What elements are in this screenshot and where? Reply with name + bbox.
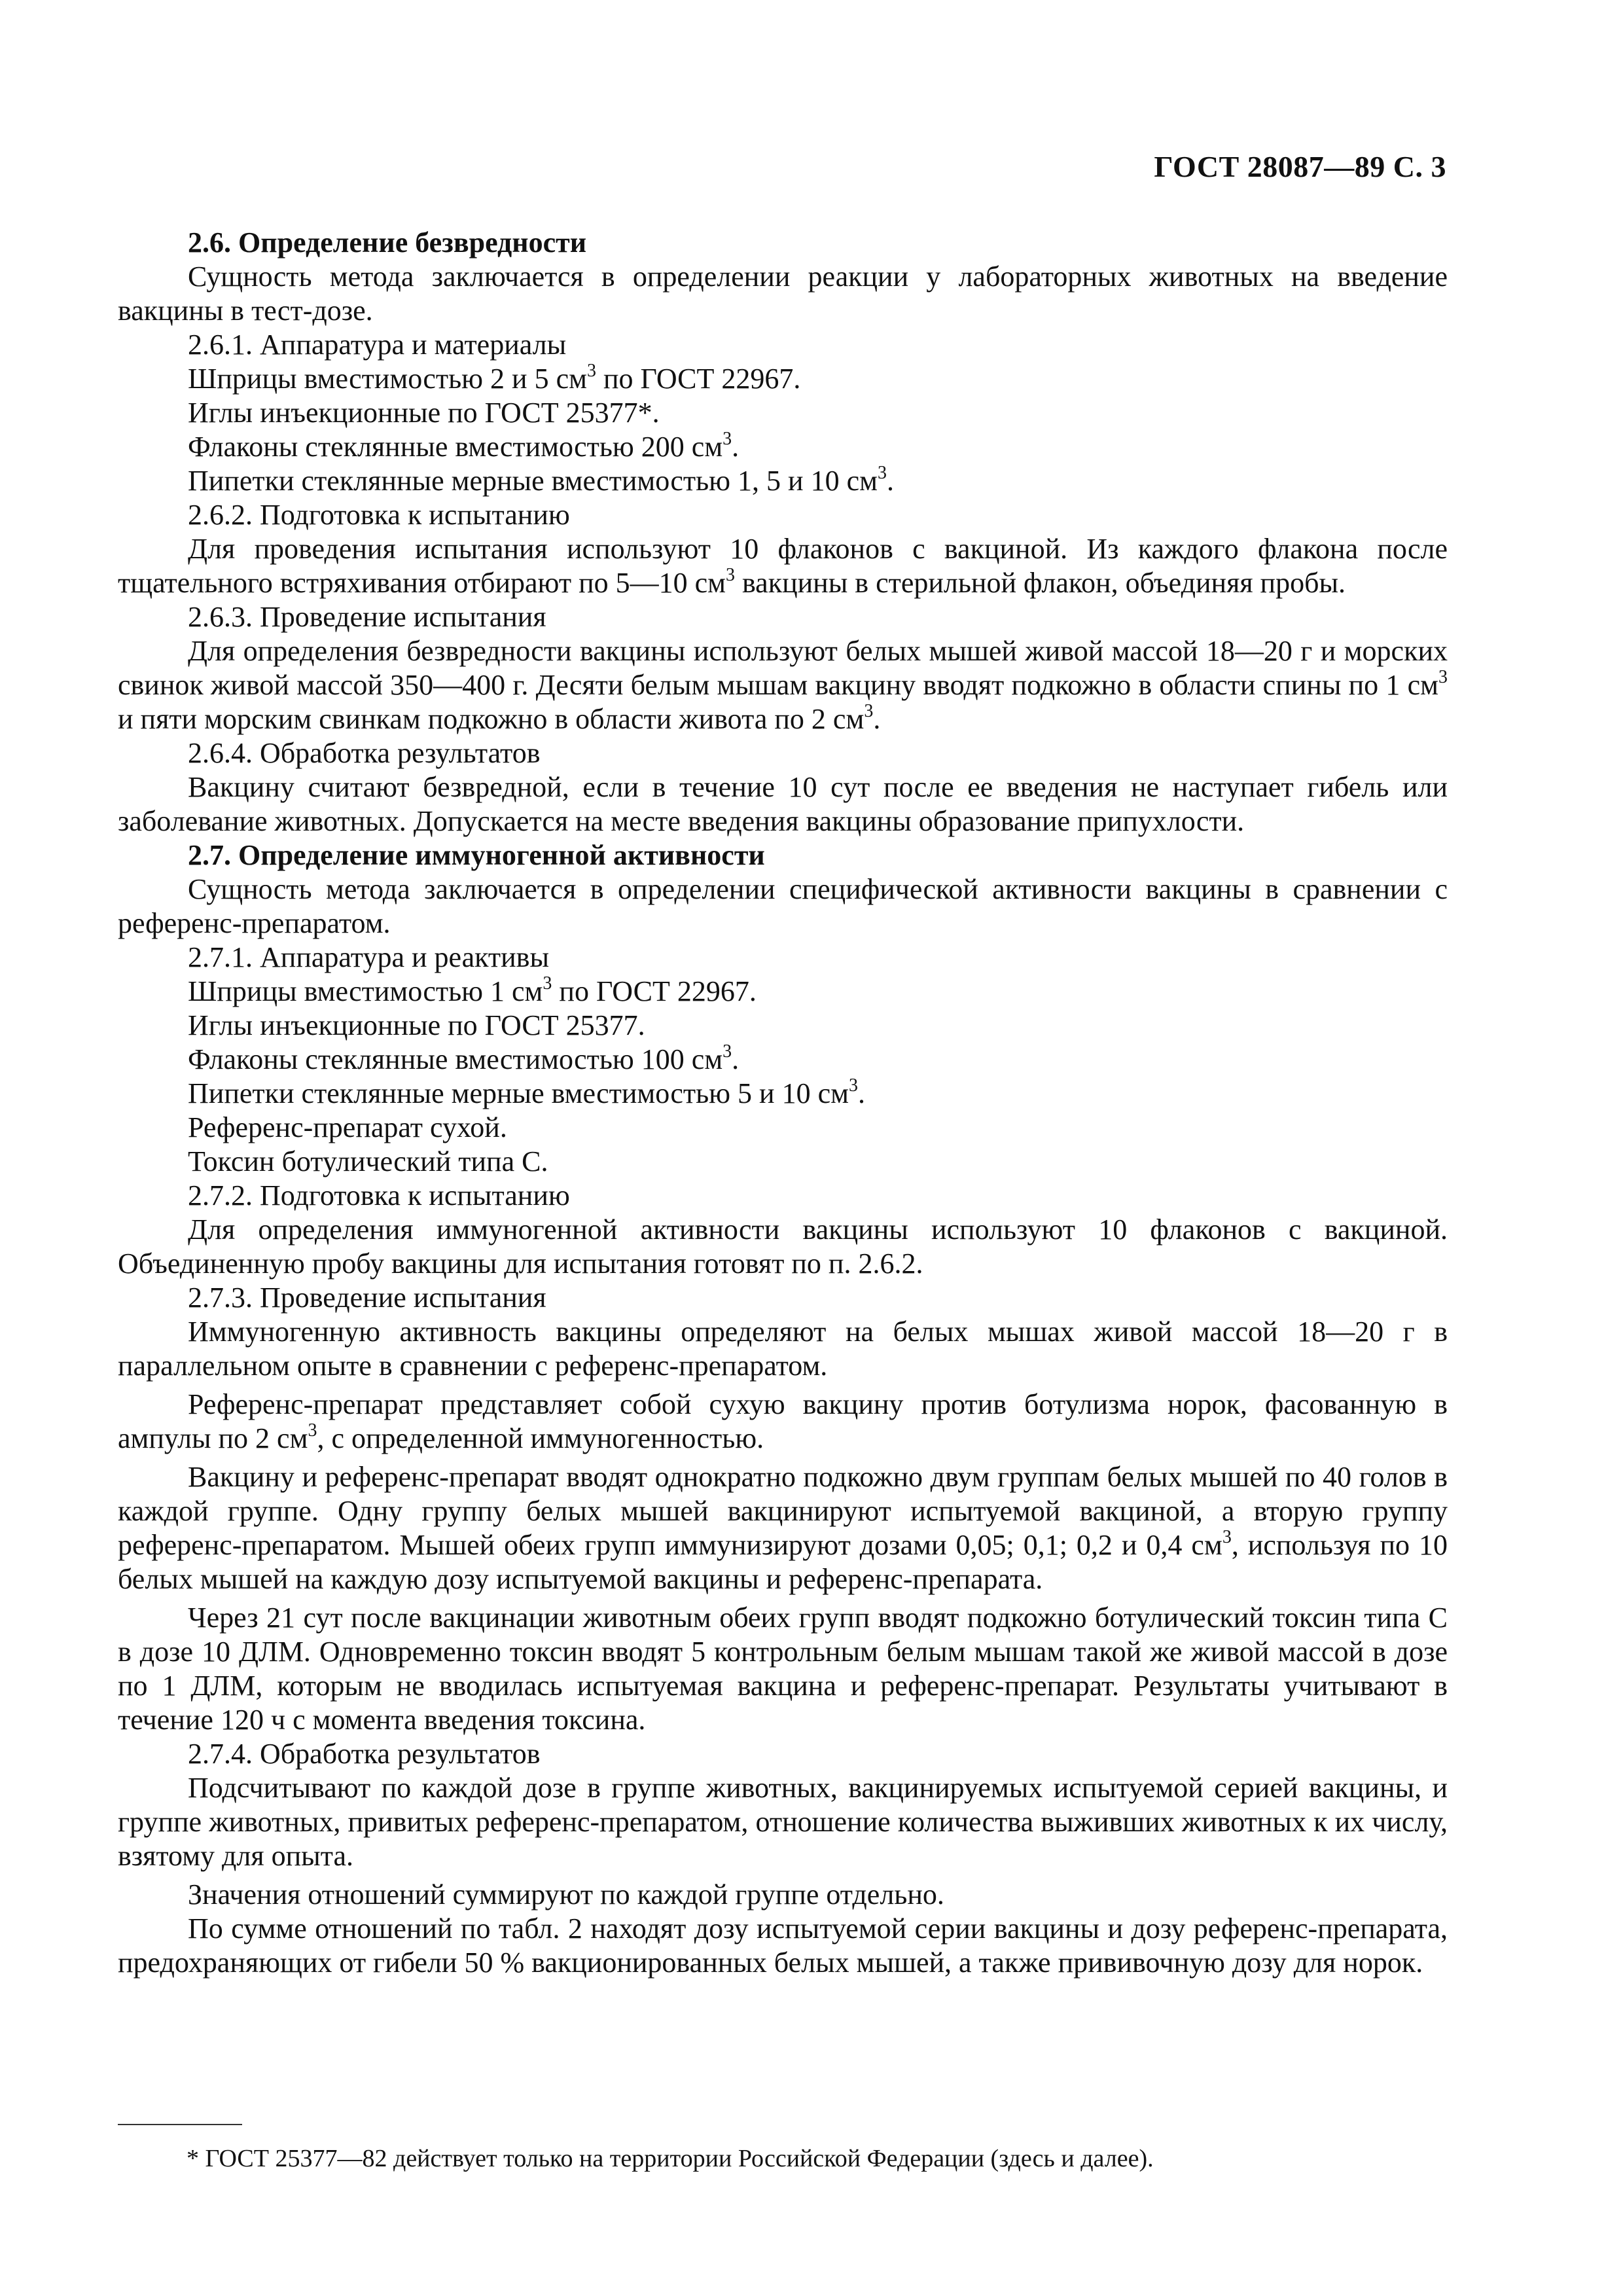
paragraph: Для проведения испытания используют 10 флаконов с вакциной. Из каждого флакона после тщательного встряхивания отбирают по 5—10 $см^3$ вакцины в стерильной флакон, объединяя пробы. xyxy=(118,533,1448,599)
paragraph: Через 21 сут после вакцинации животным обеих групп вводят подкожно ботулический токсин типа С в дозе 10 ДЛМ. Одновременно токсин вводят 5 контрольным белым мышам такой же живой массой в дозе по 1 ДЛМ, которым не вводилась испытуемая вакцина и референс-препарат. Результаты учитывают в течение 120 ч с момента введения токсина. xyxy=(118,1602,1448,1736)
paragraph: Для определения иммуногенной активности вакцины используют 10 флаконов с вакциной. Объединенную пробу вакцины для испытания готовят по п. 2.6.2. xyxy=(118,1213,1448,1280)
page-header-standard-code: ГОСТ 28087—89 С. 3 xyxy=(1154,150,1446,183)
paragraph: Флаконы стеклянные вместимостью 100 $см^3$. xyxy=(188,1041,740,1075)
paragraph: Референс-препарат сухой. xyxy=(188,1111,507,1143)
paragraph: Иглы инъекционные по ГОСТ 25377*. xyxy=(188,397,660,429)
paragraph: Вакцину считают безвредной, если в течение 10 сут после ее введения не наступает гибель или заболевание животных. Допускается на месте введения вакцины образование припухлости. xyxy=(118,771,1448,837)
paragraph: 2.6.2. Подготовка к испытанию xyxy=(188,499,570,531)
paragraph: Для определения безвредности вакцины используют белых мышей живой массой 18—20 г и морских свинок живой массой 350—400 г. Десяти белым мышам вакцину вводят подкожно в области спины по 1 $см^3$ и пяти морским свинкам подкожно в области живота по 2 $см^3$. xyxy=(118,635,1448,735)
paragraph: 2.6.3. Проведение испытания xyxy=(188,601,546,633)
paragraph: Шприцы вместимостью 1 $см^3$ по ГОСТ 22967. xyxy=(188,973,757,1007)
paragraph: 2.7.2. Подготовка к испытанию xyxy=(188,1179,570,1211)
paragraph: Подсчитывают по каждой дозе в группе животных, вакцинируемых испытуемой серией вакцины, и группе животных, привитых референс-препаратом, отношение количества выживших животных к их числу, взятому для опыта. xyxy=(118,1772,1448,1872)
paragraph: Шприцы вместимостью 2 и 5 $см^3$ по ГОСТ 22967. xyxy=(188,361,801,395)
paragraph: Сущность метода заключается в определении реакции у лабораторных животных на введение вакцины в тест-дозе. xyxy=(118,260,1448,327)
footnote-divider xyxy=(118,2124,242,2125)
paragraph: Иммуногенную активность вакцины определяют на белых мышах живой массой 18—20 г в параллельном опыте в сравнении с референс-препаратом. xyxy=(118,1316,1448,1382)
section-heading: 2.7. Определение иммуногенной активности xyxy=(188,839,765,871)
paragraph: Пипетки стеклянные мерные вместимостью 1, 5 и 10 $см^3$. xyxy=(188,463,894,497)
paragraph: По сумме отношений по табл. 2 находят дозу испытуемой серии вакцины и дозу референс-препарата, предохраняющих от гибели 50 % вакционированных белых мышей, а также прививочную дозу для норок. xyxy=(118,1912,1448,1979)
footnote: * ГОСТ 25377—82 действует только на территории Российской Федерации (здесь и далее). xyxy=(187,2145,1154,2172)
paragraph: Иглы инъекционные по ГОСТ 25377. xyxy=(188,1009,645,1041)
section-heading: 2.6. Определение безвредности xyxy=(188,226,587,259)
paragraph: Токсин ботулический типа С. xyxy=(188,1145,548,1177)
paragraph: Сущность метода заключается в определении специфической активности вакцины в сравнении с референс-препаратом. xyxy=(118,873,1448,939)
paragraph: Значения отношений суммируют по каждой группе отдельно. xyxy=(188,1878,944,1910)
paragraph: 2.6.1. Аппаратура и материалы xyxy=(188,329,567,361)
paragraph: Вакцину и референс-препарат вводят однократно подкожно двум группам белых мышей по 40 голов в каждой группе. Одну группу белых мышей вакцинируют испытуемой вакциной, а вторую группу референс-препаратом. Мышей обеих групп иммунизируют дозами 0,05; 0,1; 0,2 и 0,4 $см^3$, используя по 10 белых мышей на каждую дозу испытуемой вакцины и референс-препарата. xyxy=(118,1461,1448,1595)
paragraph: 2.7.4. Обработка результатов xyxy=(188,1738,541,1770)
paragraph: 2.7.1. Аппаратура и реактивы xyxy=(188,941,550,973)
paragraph: 2.6.4. Обработка результатов xyxy=(188,737,541,769)
document-body xyxy=(118,226,1448,1980)
paragraph: Флаконы стеклянные вместимостью 200 $см^3$. xyxy=(188,429,740,463)
paragraph: 2.7.3. Проведение испытания xyxy=(188,1282,546,1314)
paragraph: Референс-препарат представляет собой сухую вакцину против ботулизма норок, фасованную в ампулы по 2 $см^3$, с определенной иммуногенностью. xyxy=(118,1388,1448,1454)
paragraph: Пипетки стеклянные мерные вместимостью 5 и 10 $см^3$. xyxy=(188,1075,865,1109)
